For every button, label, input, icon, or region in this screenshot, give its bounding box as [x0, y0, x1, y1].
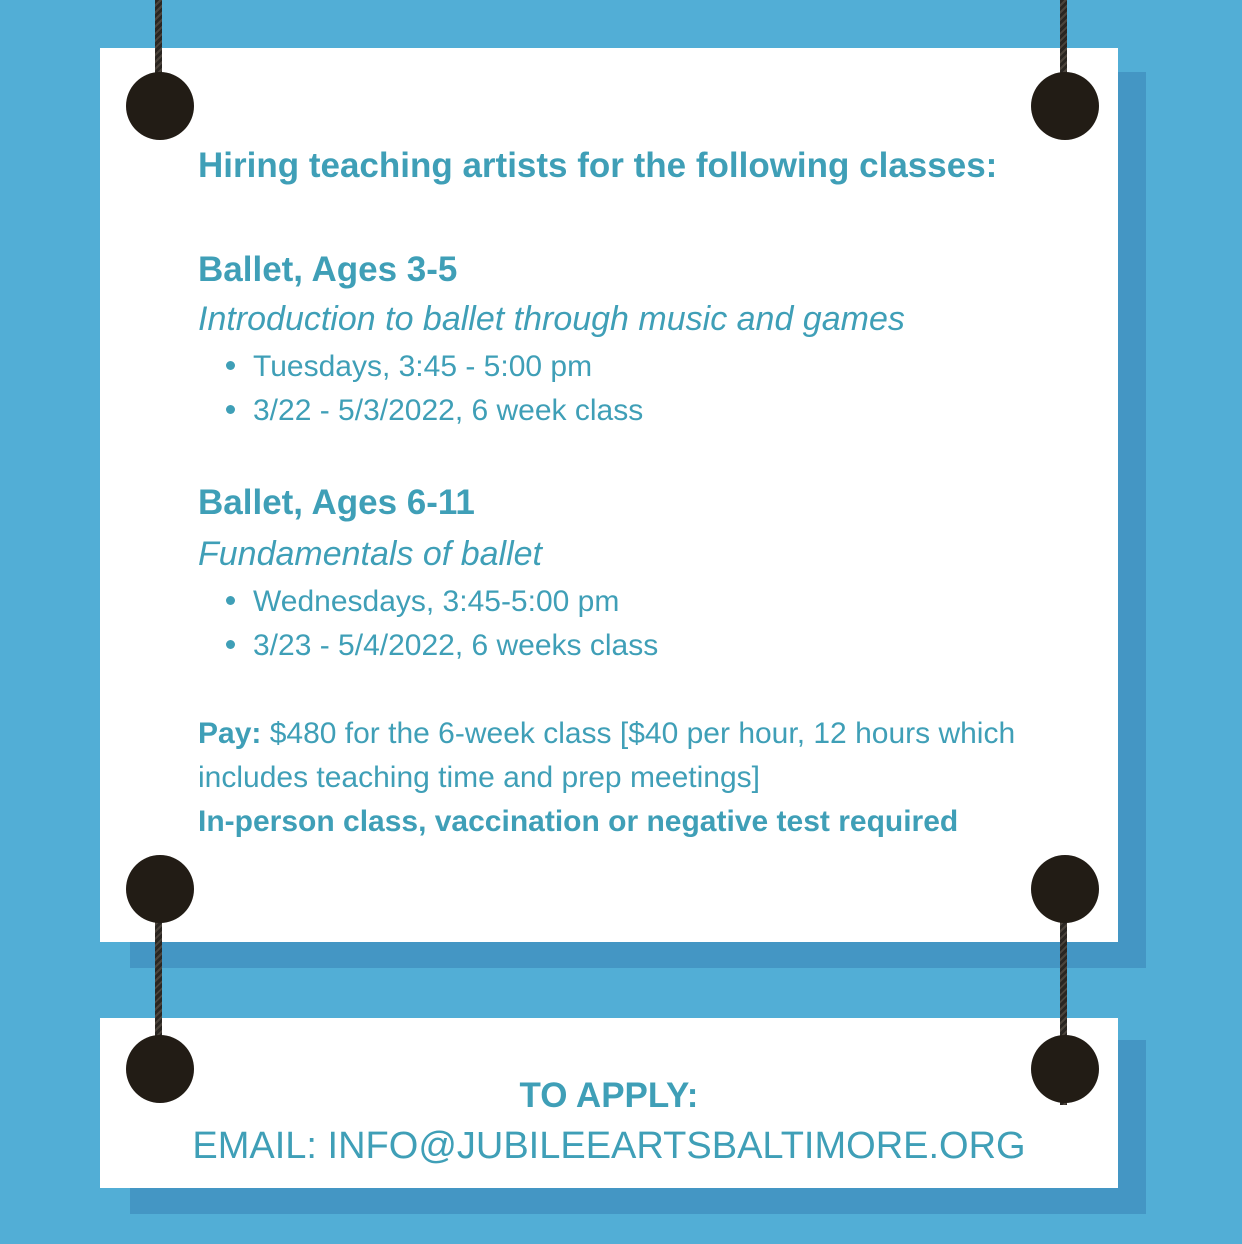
class-detail-item [226, 580, 658, 624]
pay-info [198, 712, 1078, 800]
pay-label: Pay: [198, 717, 262, 750]
class-details [226, 580, 658, 668]
class-details [226, 345, 643, 433]
class-detail-item [226, 345, 643, 389]
pin-mid-left [126, 855, 194, 923]
pin-top-left [126, 72, 194, 140]
class-detail-item [226, 389, 643, 433]
pin-top-right [1031, 72, 1099, 140]
bullet-icon [226, 640, 235, 649]
bullet-icon [226, 405, 235, 414]
requirement-note: In-person class, vaccination or negative test required [198, 805, 959, 838]
class-detail-item [226, 624, 658, 668]
class-detail-text: 3/22 - 5/3/2022, 6 week class [253, 394, 644, 427]
apply-email: EMAIL: INFO@JUBILEEARTSBALTIMORE.ORG [192, 1125, 1026, 1167]
class-title: Ballet, Ages 3-5 [198, 250, 458, 289]
class-detail-text: Wednesdays, 3:45-5:00 pm [253, 585, 620, 618]
class-detail-text: Tuesdays, 3:45 - 5:00 pm [253, 350, 593, 383]
apply-title: TO APPLY: [519, 1076, 699, 1115]
class-title: Ballet, Ages 6-11 [198, 483, 475, 522]
class-detail-text: 3/23 - 5/4/2022, 6 weeks class [253, 629, 659, 662]
pay-text: $480 for the 6-week class [$40 per hour, 12 hours which includes teaching time and prep meetings] [198, 717, 1016, 794]
pin-mid-right [1031, 855, 1099, 923]
class-description: Fundamentals of ballet [198, 535, 542, 573]
poster-heading: Hiring teaching artists for the following classes: [198, 146, 998, 185]
bullet-icon [226, 596, 235, 605]
class-description: Introduction to ballet through music and games [198, 300, 905, 338]
bullet-icon [226, 361, 235, 370]
